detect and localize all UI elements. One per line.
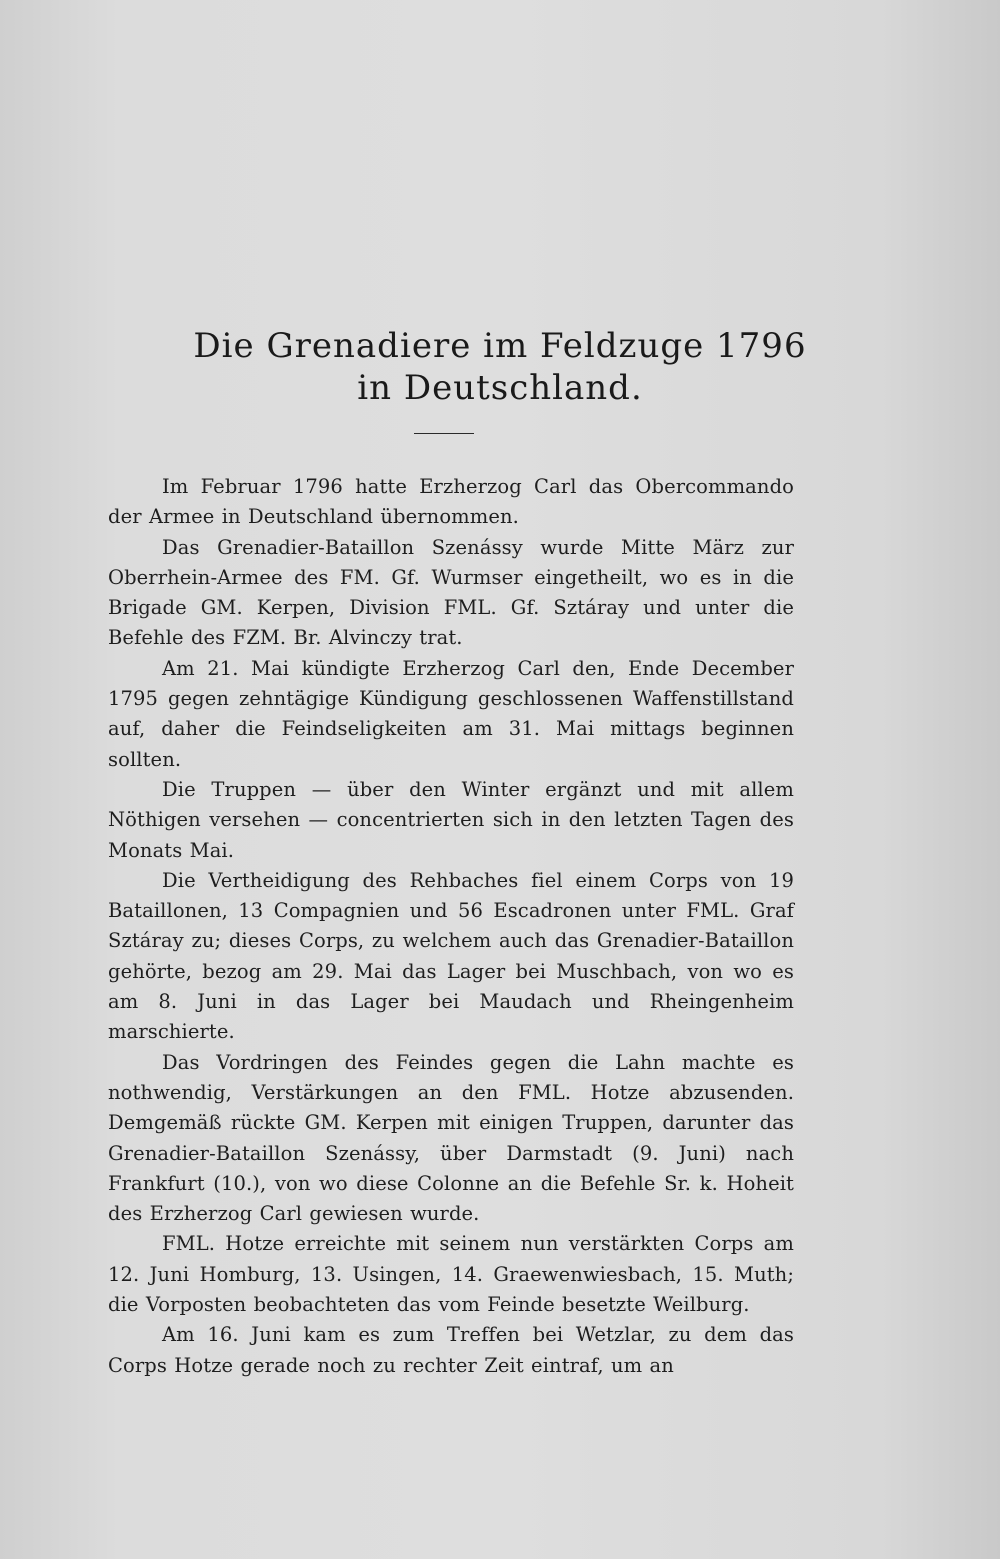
paragraph: Das Vordringen des Feindes gegen die Lahn machte es nothwendig, Verstärkungen an den FML. Hotze abzusenden. Demgemäß rückte GM. Kerpen mit einigen Truppen, darunter das Grenadier-Bataillon Szenássy, über Darmstadt (9. Juni) nach Frankfurt (10.), von wo diese Colonne an die Befehle Sr. k. Hoheit des Erzherzog Carl gewiesen wurde. xyxy=(108,1050,794,1226)
chapter-title-line-2: in Deutschland. xyxy=(357,368,643,408)
paragraph: Die Truppen — über den Winter ergänzt und mit allem Nöthigen versehen — concentrierten sich in den letzten Tagen des Monats Mai. xyxy=(108,777,794,862)
chapter-title-line-1: Die Grenadiere im Feldzuge 1796 xyxy=(193,326,807,366)
paragraph: Das Grenadier-Bataillon Szenássy wurde Mitte März zur Oberrhein-Armee des FM. Gf. Wurmser eingetheilt, wo es in die Brigade GM. Kerpen, Division FML. Gf. Sztáray und unter die Befehle des FZM. Br. Alvinczy trat. xyxy=(108,535,794,650)
paragraph: Am 21. Mai kündigte Erzherzog Carl den, Ende December 1795 gegen zehntägige Kündigung geschlossenen Waffenstillstand auf, daher die Feindseligkeiten am 31. Mai mittags beginnen sollten. xyxy=(108,656,794,771)
body-text xyxy=(108,472,794,1381)
paragraph: Die Vertheidigung des Rehbaches fiel einem Corps von 19 Bataillonen, 13 Compagnien und 56 Escadronen unter FML. Graf Sztáray zu; dieses Corps, zu welchem auch das Grenadier-Bataillon gehörte, bezog am 29. Mai das Lager bei Muschbach, von wo es am 8. Juni in das Lager bei Maudach und Rheingenheim marschierte. xyxy=(108,868,794,1044)
paragraph: Im Februar 1796 hatte Erzherzog Carl das Obercommando der Armee in Deutschland übernommen. xyxy=(108,475,794,529)
paragraph: FML. Hotze erreichte mit seinem nun verstärkten Corps am 12. Juni Homburg, 13. Usingen, 14. Graewenwiesbach, 15. Muth; die Vorposten beobachteten das vom Feinde besetzte Weilburg. xyxy=(108,1232,794,1317)
paragraph: Am 16. Juni kam es zum Treffen bei Wetzlar, zu dem das Corps Hotze gerade noch zu rechter Zeit eintraf, um an xyxy=(108,1323,794,1377)
title-divider xyxy=(414,433,474,434)
